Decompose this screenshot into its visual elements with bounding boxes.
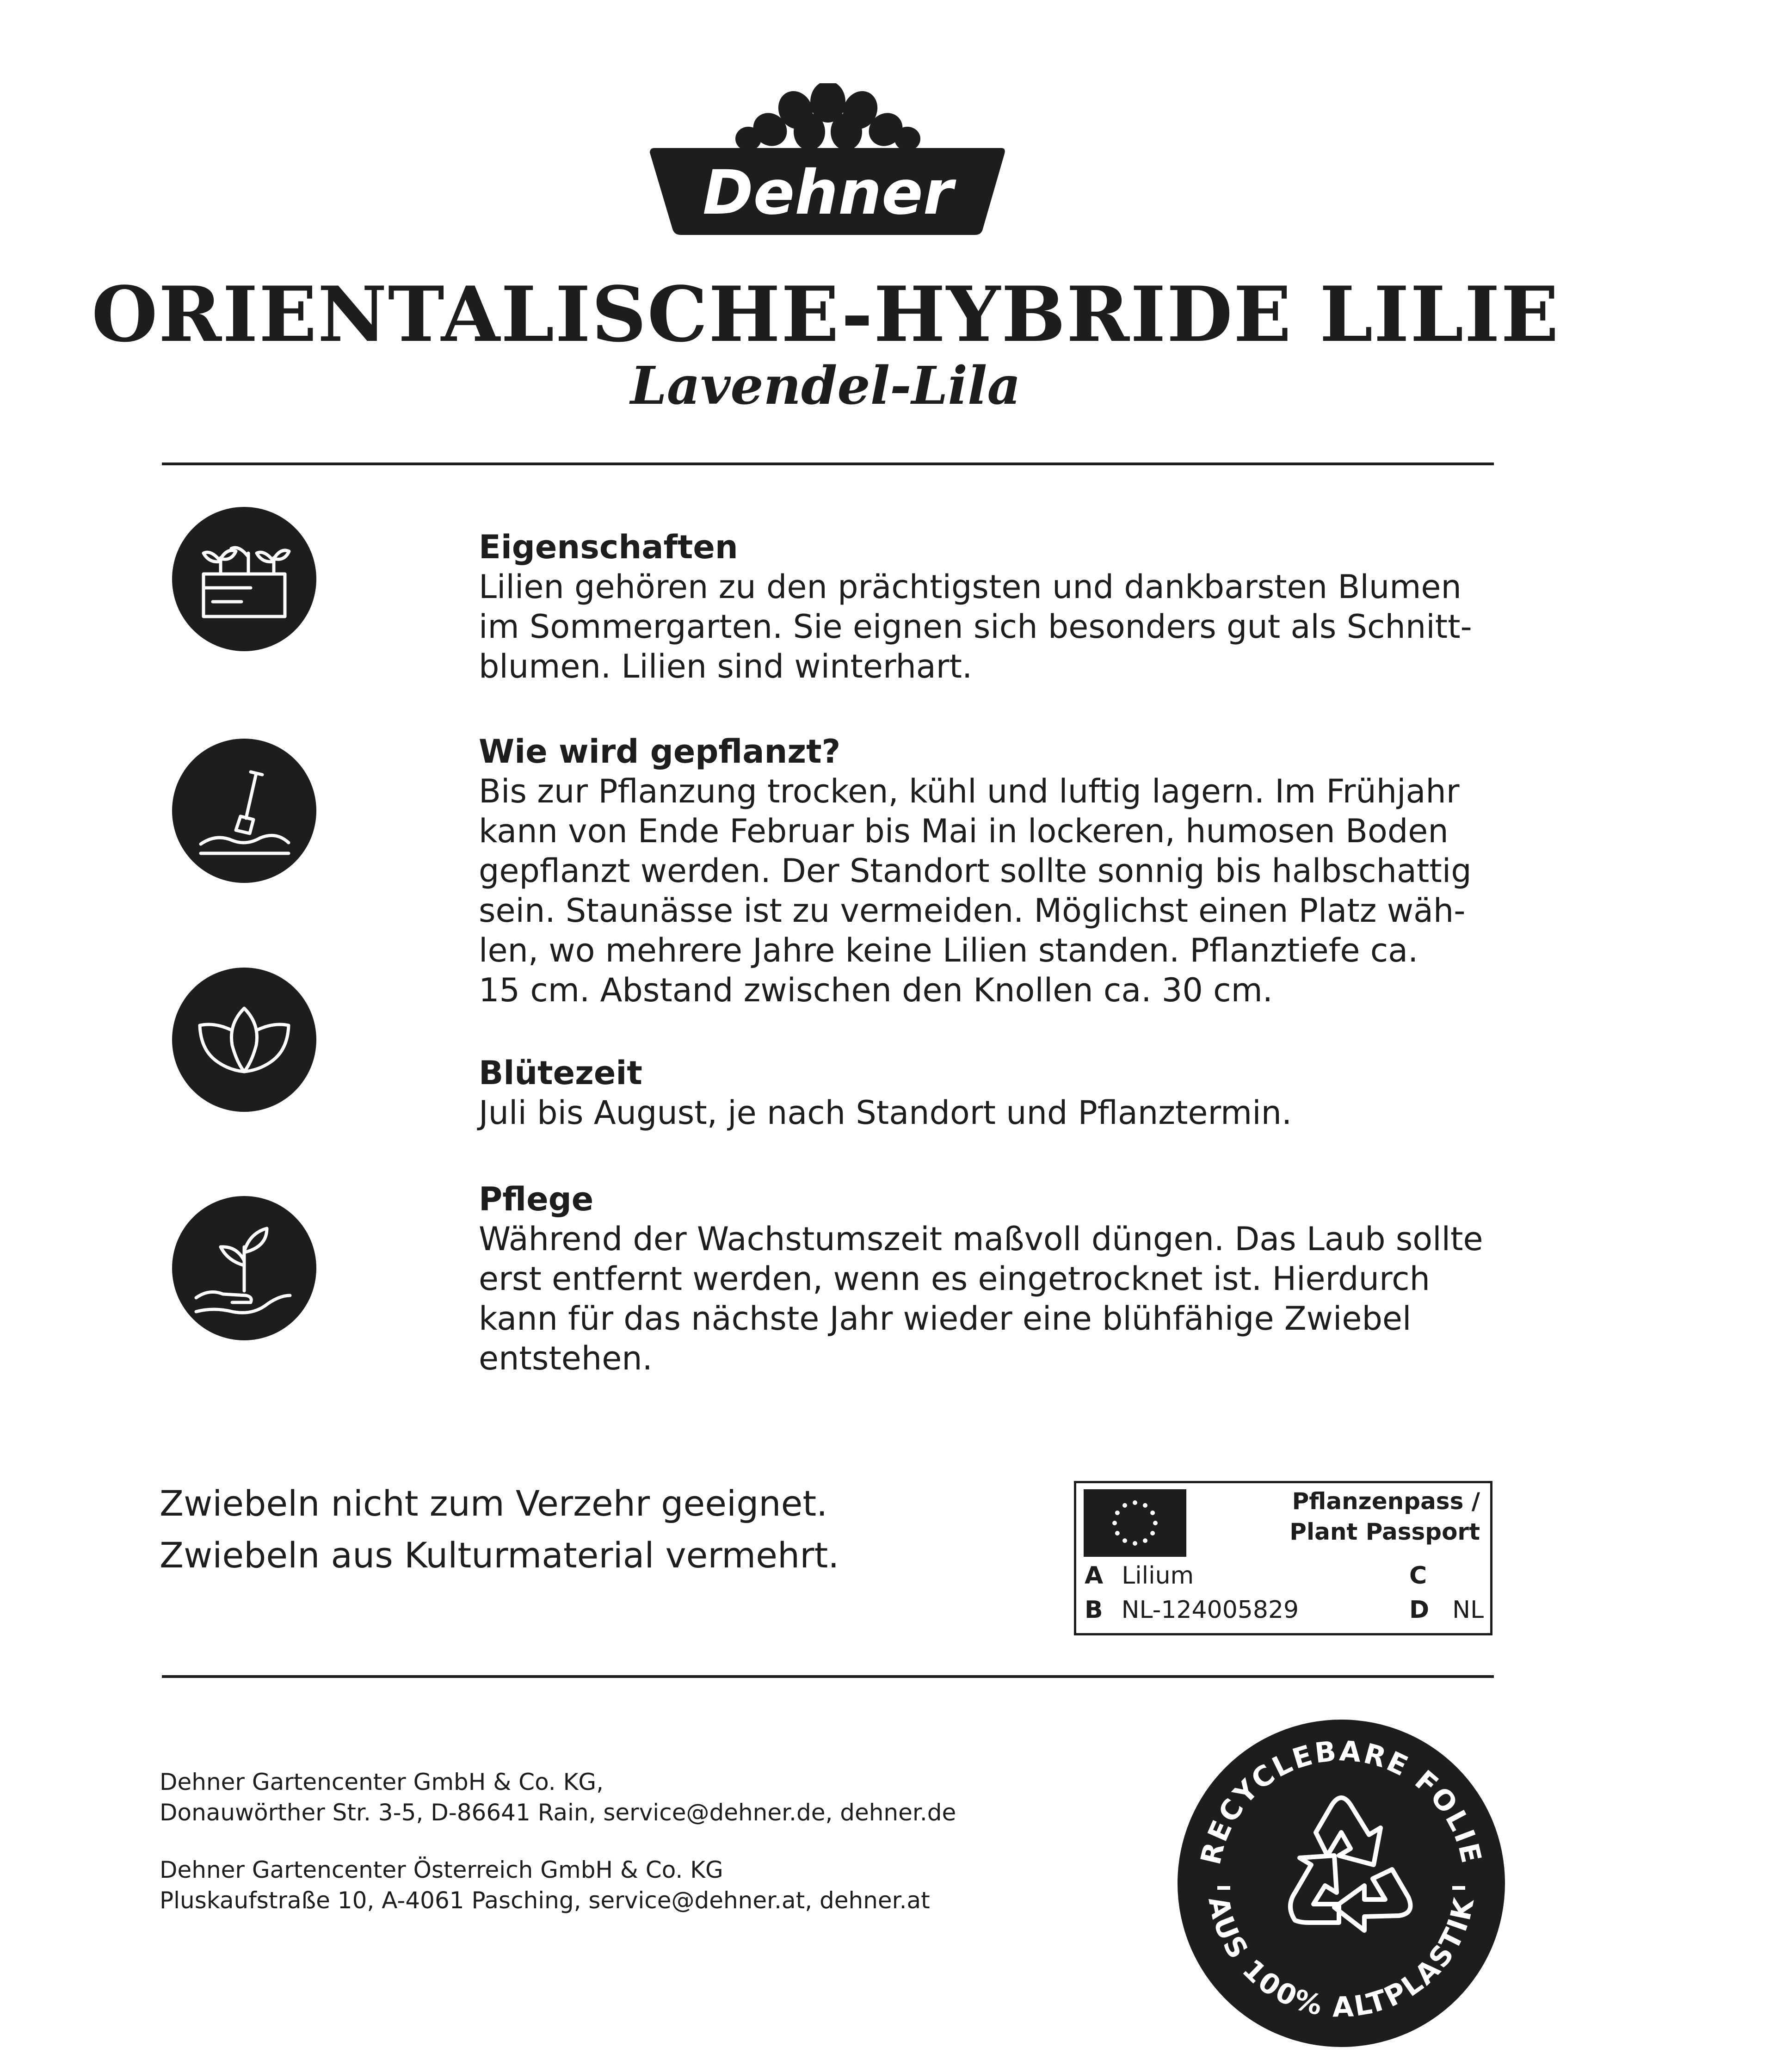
passport-row-c: C bbox=[1409, 1562, 1427, 1590]
divider-top bbox=[162, 462, 1494, 465]
eu-star bbox=[1115, 1531, 1120, 1536]
eu-star bbox=[1150, 1531, 1155, 1536]
eu-star bbox=[1133, 1500, 1137, 1505]
section-heading: Pflege bbox=[479, 1180, 594, 1218]
address-austria: Dehner Gartencenter Österreich GmbH & Co. KG Pluskaufstraße 10, A-4061 Pasching, service@dehner.at, dehner.at bbox=[160, 1856, 930, 1914]
section-heading: Blütezeit bbox=[479, 1054, 642, 1092]
section-text: Bis zur Pflanzung trocken, kühl und luftig lagern. Im Frühjahr kann von Ende Februar bis Mai in lockeren, humosen Boden gepflanzt werden. Der Standort sollte sonnig bis halbschattig sein. Staunässe ist zu vermeiden. Möglichst einen Platz wäh- len, wo mehrere Jahre keine Lilien standen. Pflanztiefe ca. 15 cm. Abstand zwischen den Knollen ca. 30 cm. bbox=[479, 772, 1472, 1009]
recycle-top-text: RECYCLEBARE FOLIE bbox=[1194, 1735, 1488, 1868]
eu-star bbox=[1150, 1511, 1155, 1515]
eu-star bbox=[1112, 1521, 1117, 1525]
plant-box-icon bbox=[172, 507, 316, 651]
product-title: ORIENTALISCHE-HYBRIDE LILIE bbox=[91, 270, 1560, 359]
bulb-note: Zwiebeln nicht zum Verzehr geeignet. Zwiebeln aus Kulturmaterial vermehrt. bbox=[160, 1483, 839, 1576]
address-germany: Dehner Gartencenter GmbH & Co. KG, Donauwörther Str. 3-5, D-86641 Rain, service@dehner.de, dehner.de bbox=[160, 1769, 956, 1826]
section-pflege bbox=[479, 1179, 1505, 1378]
divider-bottom bbox=[162, 1675, 1494, 1678]
dehner-logo bbox=[643, 83, 1013, 240]
section-eigenschaften bbox=[479, 527, 1505, 686]
eu-star bbox=[1122, 1538, 1127, 1543]
section-text: Juli bis August, je nach Standort und Pflanztermin. bbox=[479, 1094, 1292, 1132]
eu-star bbox=[1153, 1521, 1158, 1525]
seedling-hand-icon bbox=[172, 1196, 316, 1340]
recycle-bottom-text: AUS 100% ALTPLASTIK bbox=[1202, 1893, 1481, 2024]
svg-text:Dehner: Dehner bbox=[703, 157, 953, 228]
product-subtitle: Lavendel-Lila bbox=[630, 356, 1021, 416]
eu-star bbox=[1133, 1541, 1137, 1546]
passport-row-d: D NL bbox=[1409, 1596, 1484, 1624]
section-heading: Eigenschaften bbox=[479, 528, 738, 566]
section-bluetezeit bbox=[479, 1053, 1505, 1133]
eu-flag-icon bbox=[1084, 1489, 1186, 1557]
shovel-icon bbox=[172, 739, 316, 883]
eu-star bbox=[1143, 1503, 1147, 1508]
eu-star bbox=[1122, 1503, 1127, 1508]
plant-passport-title: Pflanzenpass / Plant Passport bbox=[1289, 1488, 1480, 1545]
section-heading: Wie wird gepflanzt? bbox=[479, 733, 841, 771]
passport-row-b: B NL-124005829 bbox=[1085, 1596, 1299, 1624]
plant-passport bbox=[1074, 1481, 1492, 1635]
eu-star bbox=[1115, 1511, 1120, 1515]
passport-row-a: A Lilium bbox=[1085, 1562, 1194, 1590]
section-text: Lilien gehören zu den prächtigsten und dankbarsten Blumen im Sommergarten. Sie eignen sich besonders gut als Schnitt- blumen. Lilien sind winterhart. bbox=[479, 568, 1472, 685]
recycle-badge bbox=[1175, 1717, 1508, 2050]
section-text: Während der Wachstumszeit maßvoll düngen. Das Laub sollte erst entfernt werden, wenn es eingetrocknet ist. Hierdurch kann für das nächste Jahr wieder eine blühfähige Zwiebel entstehen. bbox=[479, 1220, 1483, 1377]
lotus-flower-icon bbox=[172, 968, 316, 1112]
section-pflanzung bbox=[479, 732, 1505, 1010]
eu-star bbox=[1143, 1538, 1147, 1543]
